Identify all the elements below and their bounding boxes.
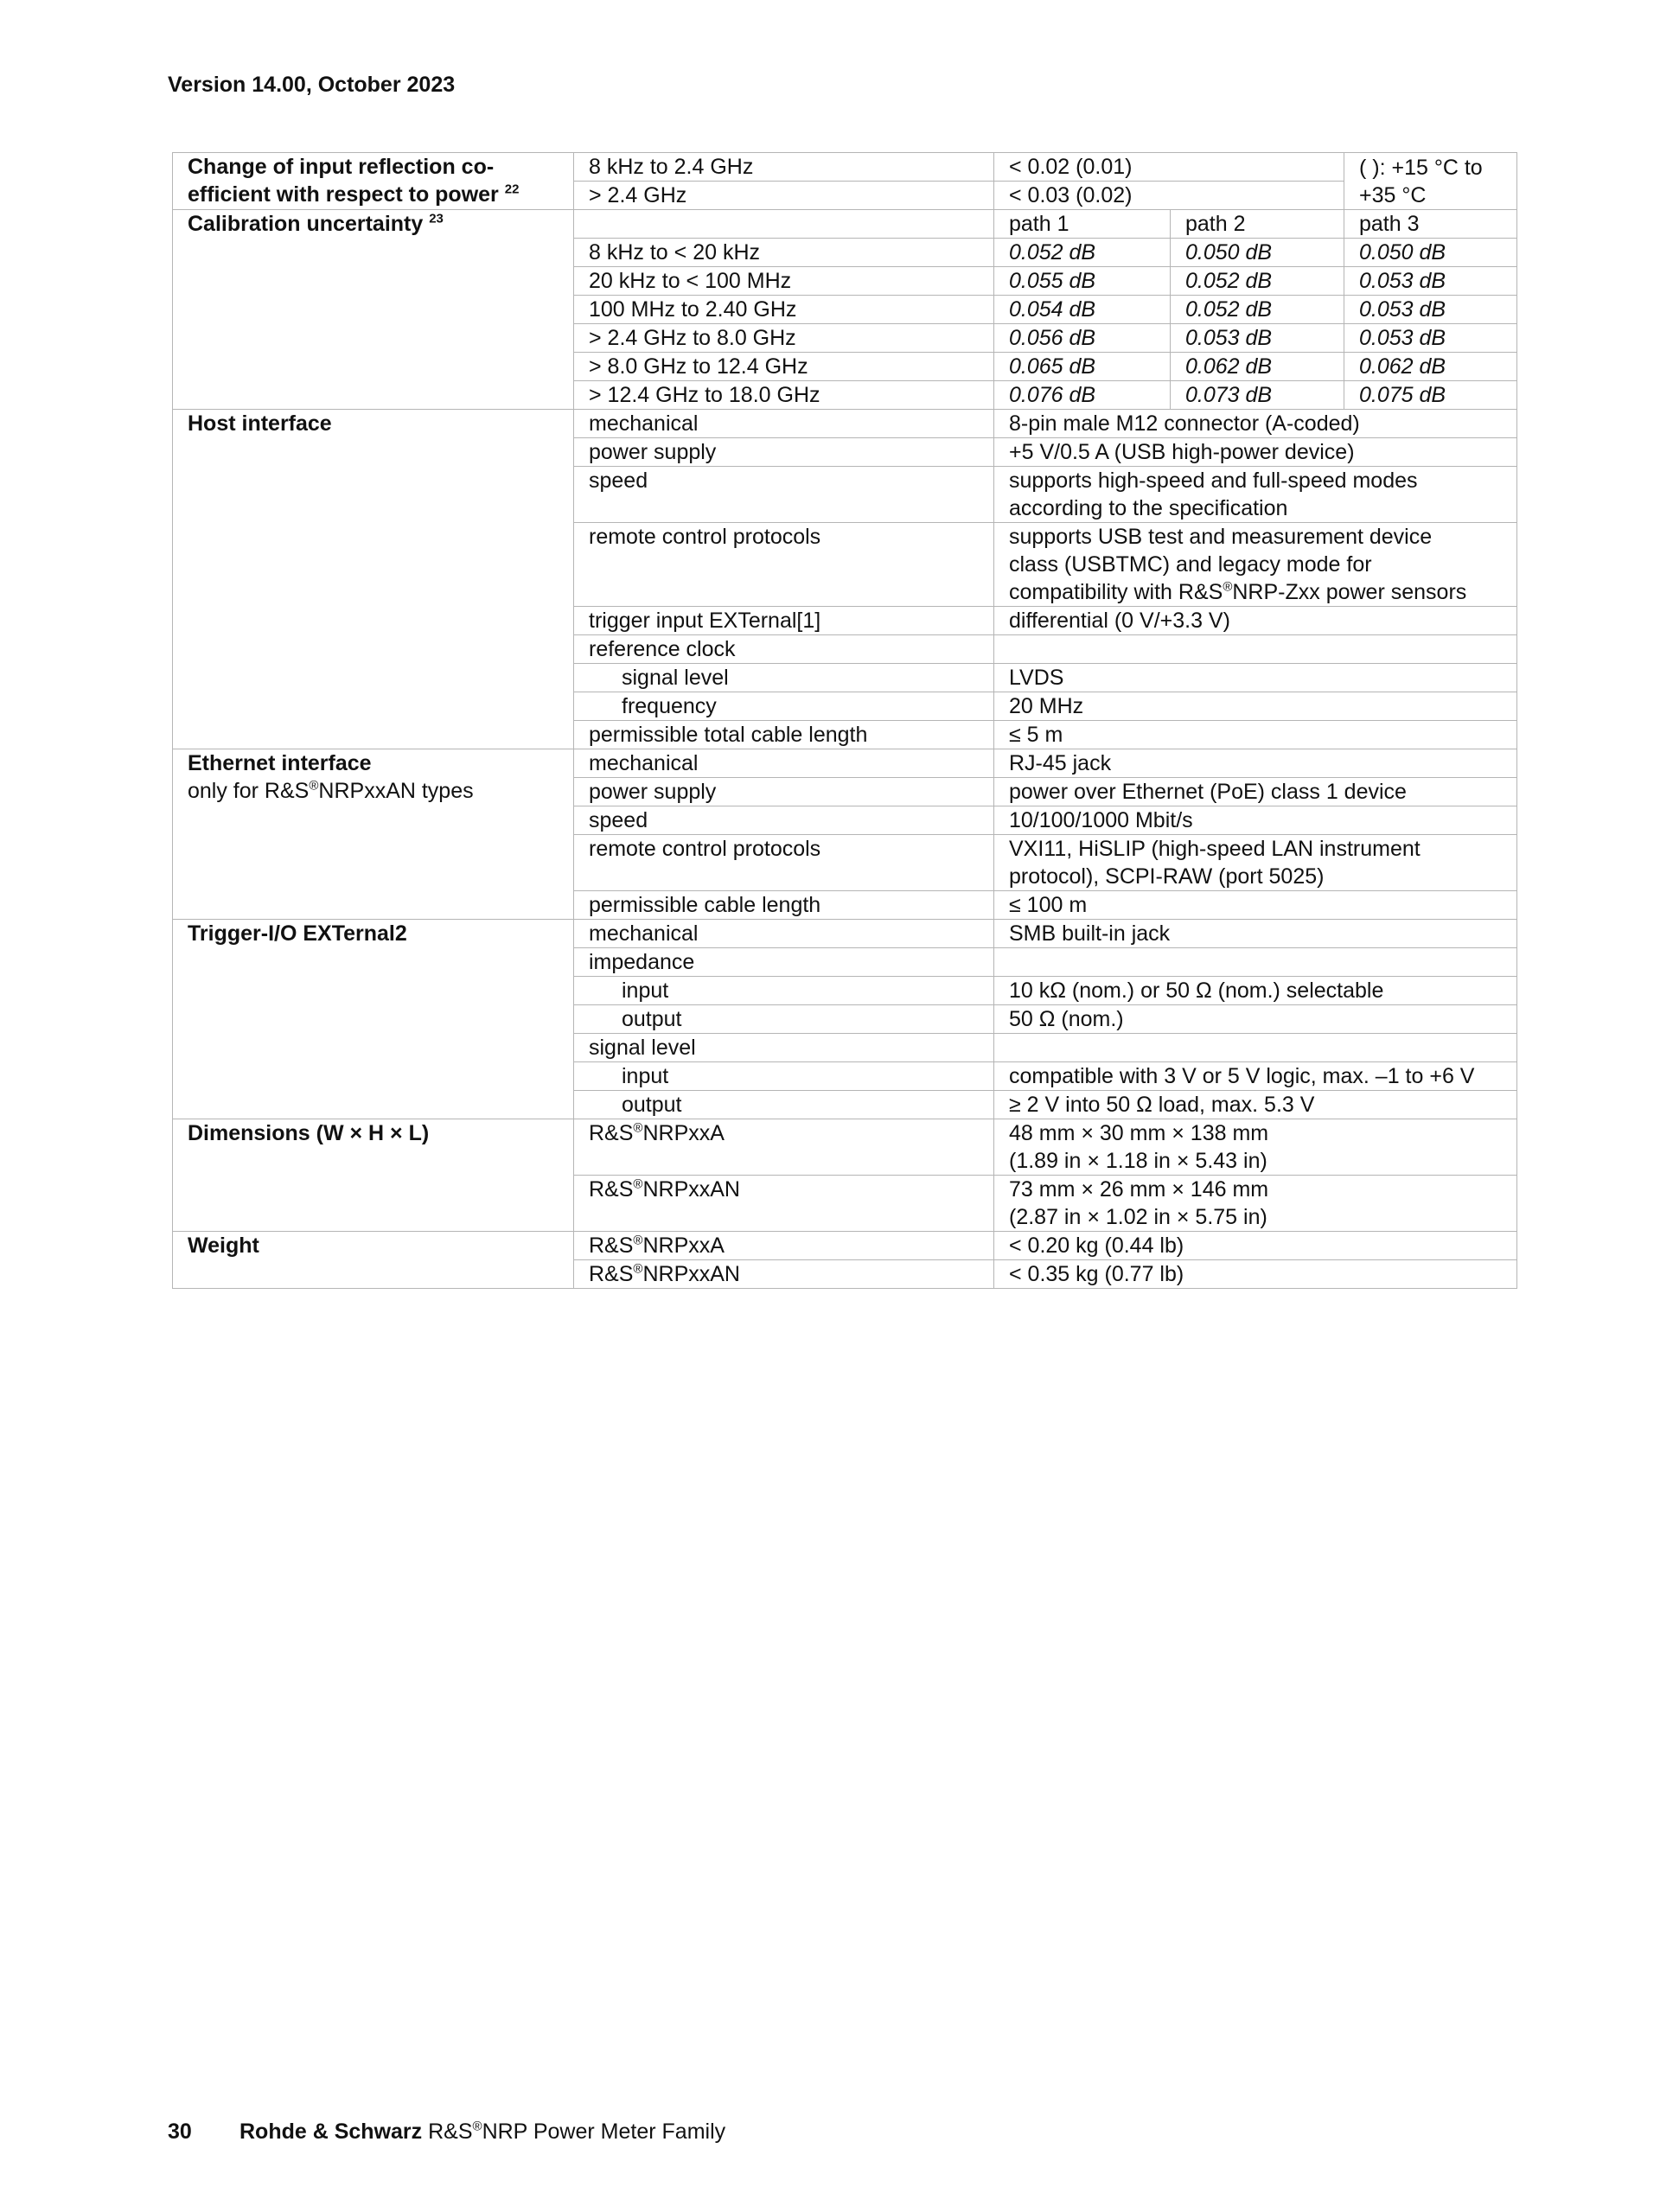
value-line: 48 mm × 30 mm × 138 mm bbox=[1009, 1121, 1269, 1145]
spec-value: 8-pin male M12 connector (A-coded) bbox=[994, 410, 1517, 438]
temperature-note: ( ): +15 °C to +35 °C bbox=[1344, 153, 1517, 210]
model-label bbox=[574, 1232, 994, 1260]
uncertainty-value: 0.056 dB bbox=[994, 324, 1171, 353]
parameter-label: remote control protocols bbox=[574, 835, 994, 891]
uncertainty-value: 0.062 dB bbox=[1344, 353, 1517, 381]
parameter-sublabel: input bbox=[574, 1062, 994, 1091]
uncertainty-value: 0.053 dB bbox=[1344, 324, 1517, 353]
frequency-range: > 8.0 GHz to 12.4 GHz bbox=[574, 353, 994, 381]
spec-value: differential (0 V/+3.3 V) bbox=[994, 607, 1517, 635]
empty-cell bbox=[994, 635, 1517, 664]
category-text: Calibration uncertainty bbox=[188, 212, 424, 236]
parameter-label: mechanical bbox=[574, 749, 994, 778]
category-host-interface: Host interface bbox=[173, 410, 574, 749]
registered-mark: ® bbox=[309, 778, 319, 794]
spec-value bbox=[994, 835, 1517, 891]
spec-value: 50 Ω (nom.) bbox=[994, 1005, 1517, 1034]
model-part: NRPxxA bbox=[642, 1233, 725, 1258]
brand-name: Rohde & Schwarz bbox=[239, 2120, 423, 2144]
frequency-range: > 12.4 GHz to 18.0 GHz bbox=[574, 381, 994, 410]
table-row bbox=[173, 1119, 1517, 1176]
value-line: class (USBTMC) and legacy mode for bbox=[1009, 552, 1372, 577]
parameter-label: reference clock bbox=[574, 635, 994, 664]
path-header: path 1 bbox=[994, 210, 1171, 239]
parameter-sublabel: output bbox=[574, 1005, 994, 1034]
value-line: compatibility with R&S bbox=[1009, 580, 1223, 604]
frequency-range: 8 kHz to < 20 kHz bbox=[574, 239, 994, 267]
model-label bbox=[574, 1176, 994, 1232]
value-line: (2.87 in × 1.02 in × 5.75 in) bbox=[1009, 1205, 1267, 1229]
uncertainty-value: 0.075 dB bbox=[1344, 381, 1517, 410]
model-part: NRPxxAN bbox=[642, 1262, 740, 1286]
category-trigger-io: Trigger-I/O EXTernal2 bbox=[173, 920, 574, 1119]
spec-value bbox=[994, 467, 1517, 523]
registered-mark: ® bbox=[633, 1176, 643, 1192]
uncertainty-value: 0.050 dB bbox=[1171, 239, 1344, 267]
spec-value: compatible with 3 V or 5 V logic, max. –1 to +6 V bbox=[994, 1062, 1517, 1091]
uncertainty-value: 0.053 dB bbox=[1344, 296, 1517, 324]
parameter-label: remote control protocols bbox=[574, 523, 994, 607]
parameter-label: mechanical bbox=[574, 410, 994, 438]
value-line: 73 mm × 26 mm × 146 mm bbox=[1009, 1177, 1269, 1202]
category-dimensions: Dimensions (W × H × L) bbox=[173, 1119, 574, 1232]
parameter-label: permissible cable length bbox=[574, 891, 994, 920]
spec-value: < 0.02 (0.01) bbox=[994, 153, 1344, 182]
category-text: efficient with respect to power bbox=[188, 182, 499, 207]
parameter-label: speed bbox=[574, 467, 994, 523]
table-row bbox=[173, 210, 1517, 239]
spec-value: < 0.20 kg (0.44 lb) bbox=[994, 1232, 1517, 1260]
spec-value bbox=[994, 1119, 1517, 1176]
model-part: NRPxxAN bbox=[642, 1177, 740, 1202]
frequency-range: 20 kHz to < 100 MHz bbox=[574, 267, 994, 296]
uncertainty-value: 0.055 dB bbox=[994, 267, 1171, 296]
parameter-label: permissible total cable length bbox=[574, 721, 994, 749]
parameter-sublabel: output bbox=[574, 1091, 994, 1119]
parameter-label: signal level bbox=[574, 1034, 994, 1062]
value-line: protocol), SCPI-RAW (port 5025) bbox=[1009, 864, 1325, 889]
frequency-range: 100 MHz to 2.40 GHz bbox=[574, 296, 994, 324]
frequency-range: > 2.4 GHz to 8.0 GHz bbox=[574, 324, 994, 353]
value-line: VXI11, HiSLIP (high-speed LAN instrument bbox=[1009, 837, 1421, 861]
spec-value: < 0.03 (0.02) bbox=[994, 182, 1344, 210]
value-line: according to the specification bbox=[1009, 496, 1288, 520]
uncertainty-value: 0.054 dB bbox=[994, 296, 1171, 324]
footnote-ref: 23 bbox=[429, 211, 444, 226]
product-name-part: R&S bbox=[428, 2120, 473, 2144]
spec-value: SMB built-in jack bbox=[994, 920, 1517, 948]
registered-mark: ® bbox=[633, 1233, 643, 1248]
parameter-label: power supply bbox=[574, 778, 994, 806]
page-number: 30 bbox=[168, 2120, 192, 2144]
parameter-sublabel: signal level bbox=[574, 664, 994, 692]
empty-cell bbox=[994, 948, 1517, 977]
table-row bbox=[173, 153, 1517, 182]
model-part: R&S bbox=[589, 1177, 634, 1202]
spec-value: ≤ 100 m bbox=[994, 891, 1517, 920]
registered-mark: ® bbox=[633, 1120, 643, 1136]
uncertainty-value: 0.073 dB bbox=[1171, 381, 1344, 410]
spec-value: ≥ 2 V into 50 Ω load, max. 5.3 V bbox=[994, 1091, 1517, 1119]
spec-value: 10/100/1000 Mbit/s bbox=[994, 806, 1517, 835]
document-version: Version 14.00, October 2023 bbox=[168, 73, 456, 97]
category-reflection bbox=[173, 153, 574, 210]
subtext-part: only for R&S bbox=[188, 779, 310, 803]
uncertainty-value: 0.052 dB bbox=[994, 239, 1171, 267]
model-part: NRPxxA bbox=[642, 1121, 725, 1145]
model-label bbox=[574, 1260, 994, 1289]
table-row bbox=[173, 749, 1517, 778]
registered-mark: ® bbox=[472, 2119, 482, 2134]
spec-value bbox=[994, 523, 1517, 607]
category-calibration bbox=[173, 210, 574, 410]
path-header: path 3 bbox=[1344, 210, 1517, 239]
parameter-label: trigger input EXTernal[1] bbox=[574, 607, 994, 635]
registered-mark: ® bbox=[1223, 579, 1233, 595]
path-header: path 2 bbox=[1171, 210, 1344, 239]
parameter-label: mechanical bbox=[574, 920, 994, 948]
parameter-label: speed bbox=[574, 806, 994, 835]
subtext-part: NRPxxAN types bbox=[318, 779, 474, 803]
uncertainty-value: 0.050 dB bbox=[1344, 239, 1517, 267]
uncertainty-value: 0.062 dB bbox=[1171, 353, 1344, 381]
uncertainty-value: 0.053 dB bbox=[1171, 324, 1344, 353]
registered-mark: ® bbox=[633, 1261, 643, 1277]
model-part: R&S bbox=[589, 1121, 634, 1145]
spec-value bbox=[994, 1176, 1517, 1232]
model-part: R&S bbox=[589, 1233, 634, 1258]
category-weight: Weight bbox=[173, 1232, 574, 1289]
category-subtext bbox=[188, 777, 573, 805]
uncertainty-value: 0.076 dB bbox=[994, 381, 1171, 410]
empty-cell bbox=[574, 210, 994, 239]
uncertainty-value: 0.053 dB bbox=[1344, 267, 1517, 296]
table-row bbox=[173, 1232, 1517, 1260]
uncertainty-value: 0.052 dB bbox=[1171, 267, 1344, 296]
frequency-range: 8 kHz to 2.4 GHz bbox=[574, 153, 994, 182]
category-ethernet-interface bbox=[173, 749, 574, 920]
empty-cell bbox=[994, 1034, 1517, 1062]
value-line: supports high-speed and full-speed modes bbox=[1009, 469, 1418, 493]
table-row bbox=[173, 410, 1517, 438]
model-part: R&S bbox=[589, 1262, 634, 1286]
parameter-label: impedance bbox=[574, 948, 994, 977]
uncertainty-value: 0.052 dB bbox=[1171, 296, 1344, 324]
spec-table bbox=[172, 152, 1517, 1289]
spec-value: 10 kΩ (nom.) or 50 Ω (nom.) selectable bbox=[994, 977, 1517, 1005]
value-line: (1.89 in × 1.18 in × 5.43 in) bbox=[1009, 1149, 1267, 1173]
value-line: supports USB test and measurement device bbox=[1009, 525, 1433, 549]
spec-value: 20 MHz bbox=[994, 692, 1517, 721]
spec-value: ≤ 5 m bbox=[994, 721, 1517, 749]
category-text: Change of input reflection co- bbox=[188, 155, 495, 179]
parameter-label: power supply bbox=[574, 438, 994, 467]
footnote-ref: 22 bbox=[504, 182, 520, 197]
parameter-sublabel: input bbox=[574, 977, 994, 1005]
table-row bbox=[173, 920, 1517, 948]
spec-value: LVDS bbox=[994, 664, 1517, 692]
spec-value: +5 V/0.5 A (USB high-power device) bbox=[994, 438, 1517, 467]
spec-value: < 0.35 kg (0.77 lb) bbox=[994, 1260, 1517, 1289]
frequency-range: > 2.4 GHz bbox=[574, 182, 994, 210]
parameter-sublabel: frequency bbox=[574, 692, 994, 721]
model-label bbox=[574, 1119, 994, 1176]
spec-value: power over Ethernet (PoE) class 1 device bbox=[994, 778, 1517, 806]
value-line: NRP-Zxx power sensors bbox=[1232, 580, 1467, 604]
product-name-part: NRP Power Meter Family bbox=[482, 2120, 726, 2144]
page-footer bbox=[168, 2120, 725, 2145]
category-text: Ethernet interface bbox=[188, 751, 372, 775]
uncertainty-value: 0.065 dB bbox=[994, 353, 1171, 381]
spec-value: RJ-45 jack bbox=[994, 749, 1517, 778]
